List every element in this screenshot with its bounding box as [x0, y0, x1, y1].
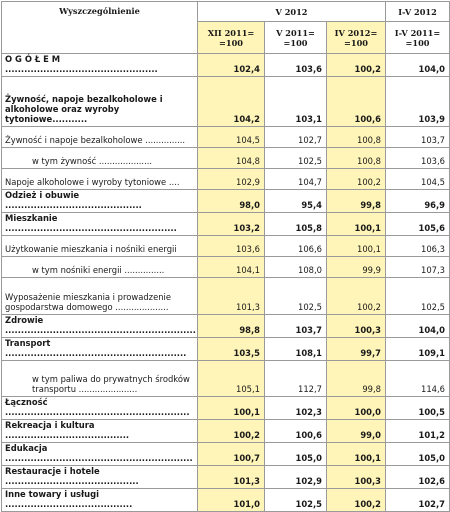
row-value: 108,0 — [265, 257, 327, 278]
table-row — [2, 420, 450, 443]
row-value: 105,0 — [265, 443, 327, 466]
header-base-iv-2012 — [327, 22, 386, 54]
row-value: 100,0 — [327, 397, 386, 420]
header-base-v-2011-text: V 2011= =100 — [276, 27, 315, 48]
table-row — [2, 338, 450, 361]
row-value: 100,5 — [386, 397, 450, 420]
row-value: 103,7 — [386, 127, 450, 148]
row-value: 101,0 — [198, 489, 265, 512]
header-base-xii-2011-text: XII 2011= =100 — [207, 27, 255, 48]
row-value: 95,4 — [265, 190, 327, 213]
row-value: 99,7 — [327, 338, 386, 361]
table-row — [2, 148, 450, 169]
row-value: 100,2 — [327, 54, 386, 77]
row-value: 99,8 — [327, 190, 386, 213]
row-value: 100,2 — [327, 489, 386, 512]
row-value: 101,2 — [386, 420, 450, 443]
row-label: Transport ......................................................... — [2, 338, 198, 361]
row-value: 105,1 — [198, 361, 265, 397]
row-value: 101,3 — [198, 278, 265, 315]
header-base-i-v-2011 — [386, 22, 450, 54]
row-label: Żywność i napoje bezalkoholowe ............... — [2, 127, 198, 148]
row-value: 102,9 — [265, 466, 327, 489]
row-label: Mieszkanie ...................................................... — [2, 213, 198, 236]
row-value: 104,0 — [386, 54, 450, 77]
row-value: 100,3 — [327, 315, 386, 338]
row-value: 104,5 — [386, 169, 450, 190]
row-label: Zdrowie ............................................................ — [2, 315, 198, 338]
row-value: 102,5 — [265, 489, 327, 512]
row-label: Restauracje i hotele .......................................... — [2, 466, 198, 489]
row-value: 100,1 — [327, 213, 386, 236]
row-value: 104,5 — [198, 127, 265, 148]
row-label: Napoje alkoholowe i wyroby tytoniowe .... — [2, 169, 198, 190]
row-value: 100,1 — [198, 397, 265, 420]
header-base-iv-2012-text: IV 2012= =100 — [334, 27, 378, 48]
row-value: 103,7 — [265, 315, 327, 338]
row-value: 98,0 — [198, 190, 265, 213]
table-row — [2, 489, 450, 512]
row-value: 101,3 — [198, 466, 265, 489]
row-value: 105,6 — [386, 213, 450, 236]
row-label: Łączność .......................................................... — [2, 397, 198, 420]
row-value: 102,7 — [265, 127, 327, 148]
row-value: 105,0 — [386, 443, 450, 466]
row-label: Użytkowanie mieszkania i nośniki energii — [2, 236, 198, 257]
row-value: 114,6 — [386, 361, 450, 397]
row-value: 103,5 — [198, 338, 265, 361]
row-value: 103,6 — [198, 236, 265, 257]
header-base-i-v-2011-text: I-V 2011= =100 — [394, 27, 441, 48]
table-row — [2, 169, 450, 190]
row-value: 103,6 — [386, 148, 450, 169]
row-value: 102,4 — [198, 54, 265, 77]
header-base-v-2011 — [265, 22, 327, 54]
table-row — [2, 466, 450, 489]
table-row — [2, 315, 450, 338]
header-row-1 — [2, 2, 450, 22]
row-value: 100,1 — [327, 236, 386, 257]
table-row — [2, 190, 450, 213]
row-value: 104,1 — [198, 257, 265, 278]
row-value: 96,9 — [386, 190, 450, 213]
row-label: w tym nośniki energii ............... — [2, 257, 198, 278]
row-value: 105,8 — [265, 213, 327, 236]
row-value: 100,6 — [327, 77, 386, 127]
header-base-xii-2011 — [198, 22, 265, 54]
row-label: w tym żywność .................... — [2, 148, 198, 169]
row-label: Żywność, napoje bezalkoholowe i alkoholowe oraz wyroby tytoniowe........... — [2, 77, 198, 127]
row-label: Edukacja ........................................................... — [2, 443, 198, 466]
row-value: 100,3 — [327, 466, 386, 489]
row-label: O G Ó Ł E M ................................................ — [2, 54, 198, 77]
header-period-i-v-2012: I-V 2012 — [386, 2, 450, 22]
row-value: 104,2 — [198, 77, 265, 127]
row-value: 98,8 — [198, 315, 265, 338]
row-value: 103,1 — [265, 77, 327, 127]
price-index-table — [1, 1, 450, 512]
row-label: Rekreacja i kultura ....................................... — [2, 420, 198, 443]
table-row — [2, 236, 450, 257]
row-value: 104,0 — [386, 315, 450, 338]
row-value: 109,1 — [386, 338, 450, 361]
row-value: 102,3 — [265, 397, 327, 420]
row-value: 99,9 — [327, 257, 386, 278]
row-value: 102,7 — [386, 489, 450, 512]
table-row — [2, 361, 450, 397]
table-row — [2, 397, 450, 420]
row-value: 99,0 — [327, 420, 386, 443]
row-value: 102,5 — [265, 278, 327, 315]
row-value: 100,8 — [327, 127, 386, 148]
row-value: 102,9 — [198, 169, 265, 190]
row-value: 108,1 — [265, 338, 327, 361]
row-label: w tym paliwa do prywatnych środków transportu ...................... — [2, 361, 198, 397]
table-row — [2, 127, 450, 148]
row-value: 102,6 — [386, 466, 450, 489]
row-value: 100,2 — [198, 420, 265, 443]
table-row — [2, 257, 450, 278]
table-row — [2, 54, 450, 77]
row-label: Inne towary i usługi ........................................ — [2, 489, 198, 512]
row-value: 104,7 — [265, 169, 327, 190]
header-category: Wyszczególnienie — [2, 2, 198, 54]
row-value: 100,6 — [265, 420, 327, 443]
row-value: 102,5 — [265, 148, 327, 169]
row-value: 100,1 — [327, 443, 386, 466]
row-value: 104,8 — [198, 148, 265, 169]
table-row — [2, 77, 450, 127]
row-value: 100,2 — [327, 169, 386, 190]
table-row — [2, 213, 450, 236]
table-row — [2, 278, 450, 315]
row-label: Wyposażenie mieszkania i prowadzenie gospodarstwa domowego .................... — [2, 278, 198, 315]
row-value: 103,2 — [198, 213, 265, 236]
row-value: 107,3 — [386, 257, 450, 278]
row-value: 112,7 — [265, 361, 327, 397]
row-value: 106,3 — [386, 236, 450, 257]
row-value: 100,2 — [327, 278, 386, 315]
row-value: 100,7 — [198, 443, 265, 466]
table-body — [2, 54, 450, 512]
row-label: Odzież i obuwie ........................................... — [2, 190, 198, 213]
row-value: 103,6 — [265, 54, 327, 77]
row-value: 106,6 — [265, 236, 327, 257]
header-period-v-2012: V 2012 — [198, 2, 386, 22]
row-value: 99,8 — [327, 361, 386, 397]
table-row — [2, 443, 450, 466]
row-value: 102,5 — [386, 278, 450, 315]
row-value: 103,9 — [386, 77, 450, 127]
row-value: 100,8 — [327, 148, 386, 169]
